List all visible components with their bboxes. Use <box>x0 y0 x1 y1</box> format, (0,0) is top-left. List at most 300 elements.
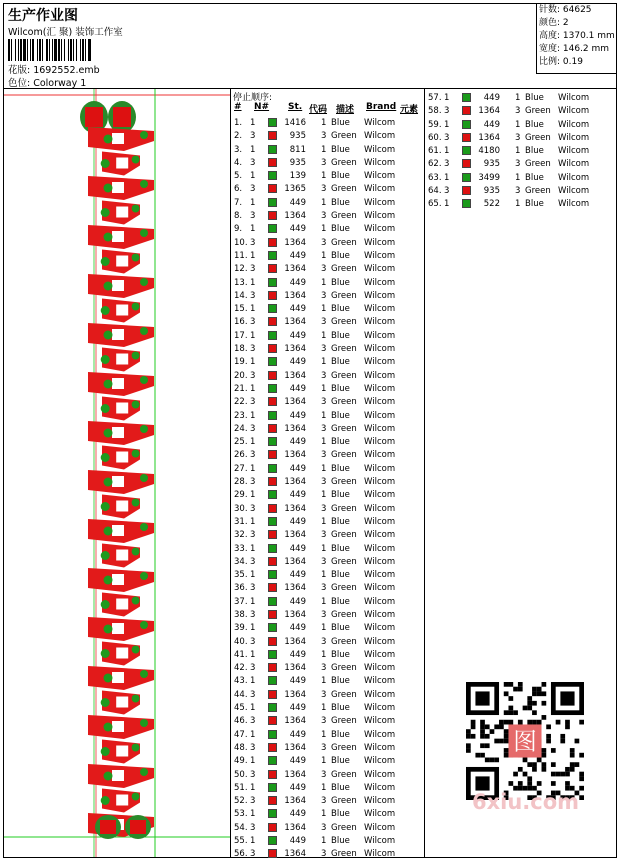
stop-number: 35. <box>234 570 248 581</box>
stop-number: 53. <box>234 809 248 820</box>
color-description: Green <box>331 503 357 514</box>
needle-number: 1 <box>250 809 256 820</box>
stitch-count: 449 <box>289 357 306 368</box>
stitch-count: 935 <box>289 131 306 142</box>
ornament-core <box>100 820 116 834</box>
qr-module <box>480 734 485 739</box>
needle-number: 3 <box>444 159 450 170</box>
needle-number: 1 <box>444 199 450 210</box>
color-code: 1 <box>515 146 521 157</box>
color-swatch <box>268 278 277 287</box>
qr-module <box>579 772 584 777</box>
needle-number: 3 <box>250 716 256 727</box>
qr-module <box>551 781 556 786</box>
pattern-window <box>112 672 124 683</box>
color-description: Blue <box>525 199 544 210</box>
qr-module <box>570 748 575 753</box>
color-swatch <box>268 770 277 779</box>
color-code: 3 <box>321 397 327 408</box>
color-code: 3 <box>321 157 327 168</box>
qr-module <box>537 720 542 725</box>
pattern-window <box>112 476 124 487</box>
color-description: Green <box>331 663 357 674</box>
color-code: 1 <box>321 649 327 660</box>
stat-line: 针数: 64625 <box>539 5 592 15</box>
thread-brand: Wilcom <box>364 131 396 142</box>
pattern-window <box>112 623 124 634</box>
color-code: 1 <box>321 171 327 182</box>
needle-number: 3 <box>250 556 256 567</box>
color-code: 3 <box>321 583 327 594</box>
col-header-brand: Brand <box>366 102 397 112</box>
qr-module <box>579 786 584 791</box>
stop-number: 56. <box>234 849 248 860</box>
stop-number: 23. <box>234 410 248 421</box>
qr-module <box>527 720 532 725</box>
needle-number: 1 <box>444 119 450 130</box>
color-description: Green <box>331 370 357 381</box>
color-description: Green <box>331 397 357 408</box>
qr-module <box>546 724 551 729</box>
color-swatch <box>462 199 471 208</box>
stitch-count: 935 <box>289 157 306 168</box>
qr-module <box>537 687 542 692</box>
color-description: Blue <box>331 144 350 155</box>
stitch-count: 139 <box>289 171 306 182</box>
qr-module <box>499 739 504 744</box>
color-swatch <box>268 610 277 619</box>
needle-number: 1 <box>250 330 256 341</box>
stop-number: 47. <box>234 729 248 740</box>
stitch-count: 811 <box>289 144 306 155</box>
ornament-core <box>113 107 131 127</box>
qr-module <box>560 734 565 739</box>
color-description: Blue <box>331 197 350 208</box>
pattern-clover <box>132 156 140 164</box>
stop-number: 3. <box>234 144 243 155</box>
stop-number: 17. <box>234 330 248 341</box>
color-swatch <box>268 637 277 646</box>
color-swatch <box>268 557 277 566</box>
stitch-count: 449 <box>289 250 306 261</box>
color-code: 3 <box>321 849 327 860</box>
color-description: Blue <box>331 703 350 714</box>
stop-number: 18. <box>234 344 248 355</box>
pattern-clover <box>140 474 148 482</box>
qr-module <box>542 701 547 706</box>
needle-number: 3 <box>250 157 256 168</box>
pattern-window <box>116 697 128 708</box>
color-description: Blue <box>331 304 350 315</box>
thread-brand: Wilcom <box>364 530 396 541</box>
stitch-count: 1364 <box>284 477 306 488</box>
pattern-clover <box>101 257 110 266</box>
pattern-clover <box>140 327 148 335</box>
qr-module <box>485 734 490 739</box>
qr-module <box>532 762 537 767</box>
color-swatch <box>268 224 277 233</box>
stitch-count: 1364 <box>284 716 306 727</box>
thread-brand: Wilcom <box>364 623 396 634</box>
qr-module <box>504 729 509 734</box>
stitch-count: 1364 <box>284 663 306 674</box>
color-swatch <box>268 730 277 739</box>
qr-module <box>542 682 547 687</box>
needle-number: 3 <box>444 132 450 143</box>
qr-module <box>537 758 542 763</box>
stop-number: 14. <box>234 290 248 301</box>
needle-number: 1 <box>250 782 256 793</box>
needle-number: 1 <box>250 224 256 235</box>
stitch-count: 1364 <box>284 530 306 541</box>
stop-number: 44. <box>234 689 248 700</box>
stitch-count: 1364 <box>284 689 306 700</box>
pattern-window <box>116 256 128 267</box>
pattern-window <box>112 182 124 193</box>
stitch-count: 1364 <box>284 503 306 514</box>
stitch-count: 1364 <box>284 211 306 222</box>
pattern-clover <box>140 768 148 776</box>
pattern-window <box>116 158 128 169</box>
stitch-count: 1364 <box>284 742 306 753</box>
pattern-window <box>112 525 124 536</box>
color-code: 1 <box>321 118 327 128</box>
color-swatch <box>462 93 471 102</box>
color-swatch <box>268 371 277 380</box>
color-swatch <box>268 583 277 592</box>
stitch-count: 449 <box>289 516 306 527</box>
pattern-clover <box>104 135 113 144</box>
thread-brand: Wilcom <box>364 250 396 261</box>
color-code: 1 <box>321 570 327 581</box>
pattern-clover <box>101 698 110 707</box>
pattern-window <box>116 354 128 365</box>
color-swatch <box>268 650 277 659</box>
pattern-clover <box>101 404 110 413</box>
needle-number: 3 <box>250 184 256 195</box>
stop-number: 37. <box>234 596 248 607</box>
color-swatch <box>462 120 471 129</box>
pattern-clover <box>140 131 148 139</box>
stop-number: 33. <box>234 543 248 554</box>
qr-module <box>494 758 499 763</box>
color-swatch <box>462 146 471 155</box>
qr-module <box>575 739 580 744</box>
color-description: Blue <box>331 437 350 448</box>
color-code: 1 <box>321 437 327 448</box>
color-code: 1 <box>321 304 327 315</box>
pattern-clover <box>101 208 110 217</box>
needle-number: 1 <box>250 596 256 607</box>
design-preview <box>4 89 231 857</box>
stitch-count: 449 <box>289 304 306 315</box>
header <box>4 4 616 89</box>
stitch-count: 522 <box>483 199 500 210</box>
stop-number: 20. <box>234 370 248 381</box>
color-code: 3 <box>321 742 327 753</box>
qr-module <box>542 691 547 696</box>
color-swatch <box>268 517 277 526</box>
qr-badge-label: 图 <box>513 727 537 756</box>
stop-number: 63. <box>428 172 442 183</box>
thread-brand: Wilcom <box>364 157 396 168</box>
color-code: 1 <box>321 516 327 527</box>
pattern-clover <box>140 425 148 433</box>
stitch-count: 1364 <box>284 769 306 780</box>
pattern-clover <box>132 646 140 654</box>
color-description: Blue <box>331 543 350 554</box>
needle-number: 1 <box>250 383 256 394</box>
stop-number: 64. <box>428 186 442 197</box>
pattern-clover <box>140 523 148 531</box>
pattern-clover <box>132 205 140 213</box>
stitch-count: 449 <box>289 224 306 235</box>
needle-number: 3 <box>250 477 256 488</box>
qr-module <box>537 781 542 786</box>
color-code: 3 <box>321 503 327 514</box>
thread-brand: Wilcom <box>364 809 396 820</box>
color-code: 1 <box>321 703 327 714</box>
stop-sequence-label: 停止顺序: <box>233 93 273 103</box>
qr-module <box>579 753 584 758</box>
thread-brand: Wilcom <box>364 211 396 222</box>
qr-module <box>523 758 528 763</box>
needle-number: 1 <box>250 118 256 128</box>
stitch-count: 935 <box>483 159 500 170</box>
stitch-count: 449 <box>289 623 306 634</box>
thread-brand: Wilcom <box>364 171 396 182</box>
stop-number: 28. <box>234 477 248 488</box>
color-code: 1 <box>321 676 327 687</box>
qr-module <box>490 758 495 763</box>
pattern-clover <box>132 597 140 605</box>
thread-brand: Wilcom <box>364 583 396 594</box>
needle-number: 3 <box>250 742 256 753</box>
color-description: Green <box>331 609 357 620</box>
color-description: Green <box>331 636 357 647</box>
thread-brand: Wilcom <box>364 636 396 647</box>
color-swatch <box>268 623 277 632</box>
stitch-count: 1364 <box>284 397 306 408</box>
qr-module <box>565 767 570 772</box>
color-code: 1 <box>321 463 327 474</box>
color-code: 3 <box>321 477 327 488</box>
thread-brand: Wilcom <box>364 277 396 288</box>
color-swatch <box>268 450 277 459</box>
color-swatch <box>268 756 277 765</box>
thread-brand: Wilcom <box>558 119 590 130</box>
qr-module <box>475 753 480 758</box>
color-swatch <box>268 304 277 313</box>
needle-number: 3 <box>250 583 256 594</box>
qr-module <box>527 696 532 701</box>
color-description: Blue <box>331 357 350 368</box>
color-swatch <box>268 184 277 193</box>
needle-number: 1 <box>250 570 256 581</box>
qr-finder-center <box>475 776 489 790</box>
color-description: Blue <box>331 330 350 341</box>
color-description: Blue <box>331 729 350 740</box>
color-code: 3 <box>321 636 327 647</box>
stitch-count: 449 <box>483 119 500 130</box>
thread-brand: Wilcom <box>364 317 396 328</box>
qr-module <box>551 748 556 753</box>
stat-line: 宽度: 146.2 mm <box>539 44 610 54</box>
color-swatch <box>268 530 277 539</box>
color-swatch <box>268 344 277 353</box>
needle-number: 3 <box>250 849 256 860</box>
qr-module <box>504 710 509 715</box>
needle-number: 1 <box>250 197 256 208</box>
qr-module <box>471 724 476 729</box>
pattern-clover <box>132 303 140 311</box>
stop-number: 39. <box>234 623 248 634</box>
stop-number: 2. <box>234 131 243 142</box>
pattern-window <box>112 721 124 732</box>
color-code: 3 <box>321 290 327 301</box>
color-description: Blue <box>331 277 350 288</box>
color-description: Blue <box>331 596 350 607</box>
color-code: 3 <box>321 131 327 142</box>
qr-module <box>527 781 532 786</box>
stitch-count: 449 <box>289 596 306 607</box>
needle-number: 3 <box>250 636 256 647</box>
stitch-count: 1364 <box>284 583 306 594</box>
pattern-clover <box>140 621 148 629</box>
qr-module <box>471 734 476 739</box>
qr-module <box>494 724 499 729</box>
stitch-count: 1364 <box>478 106 500 117</box>
pattern-clover <box>132 254 140 262</box>
thread-brand: Wilcom <box>364 836 396 847</box>
color-code: 3 <box>321 556 327 567</box>
stat-line: 高度: 1370.1 mm <box>539 31 615 41</box>
qr-module <box>532 701 537 706</box>
stop-number: 42. <box>234 663 248 674</box>
qr-module <box>570 767 575 772</box>
stitch-count: 1364 <box>284 849 306 860</box>
stitch-count: 449 <box>289 782 306 793</box>
qr-module <box>527 762 532 767</box>
pattern-clover <box>101 600 110 609</box>
color-code: 3 <box>321 264 327 275</box>
stop-number: 34. <box>234 556 248 567</box>
color-description: Green <box>331 317 357 328</box>
color-code: 1 <box>515 93 521 103</box>
color-description: Green <box>331 742 357 753</box>
color-description: Green <box>331 849 357 860</box>
color-description: Green <box>331 211 357 222</box>
color-code: 3 <box>321 822 327 833</box>
qr-module <box>485 758 490 763</box>
color-description: Blue <box>331 756 350 767</box>
needle-number: 3 <box>250 796 256 807</box>
color-swatch <box>268 464 277 473</box>
qr-module <box>542 748 547 753</box>
pattern-window <box>112 231 124 242</box>
thread-brand: Wilcom <box>558 159 590 170</box>
color-description: Blue <box>525 172 544 183</box>
stop-number: 31. <box>234 516 248 527</box>
thread-brand: Wilcom <box>364 304 396 315</box>
color-swatch <box>268 357 277 366</box>
thread-brand: Wilcom <box>364 357 396 368</box>
production-worksheet <box>3 3 617 858</box>
thread-brand: Wilcom <box>364 437 396 448</box>
needle-number: 1 <box>250 703 256 714</box>
pattern-clover <box>132 401 140 409</box>
needle-number: 1 <box>250 144 256 155</box>
thread-brand: Wilcom <box>364 849 396 860</box>
color-code: 3 <box>321 211 327 222</box>
needle-number: 3 <box>250 423 256 434</box>
color-code: 1 <box>321 410 327 421</box>
color-code: 1 <box>321 596 327 607</box>
stop-number: 52. <box>234 796 248 807</box>
stop-number: 7. <box>234 197 243 208</box>
qr-module <box>485 743 490 748</box>
color-description: Green <box>331 184 357 195</box>
color-swatch <box>268 145 277 154</box>
color-code: 1 <box>321 144 327 155</box>
needle-number: 3 <box>250 503 256 514</box>
thread-brand: Wilcom <box>558 106 590 117</box>
needle-number: 1 <box>444 93 450 103</box>
color-swatch <box>268 171 277 180</box>
thread-brand: Wilcom <box>364 290 396 301</box>
needle-number: 1 <box>250 676 256 687</box>
stop-number: 48. <box>234 742 248 753</box>
color-swatch <box>268 597 277 606</box>
needle-number: 1 <box>250 756 256 767</box>
pattern-clover <box>104 576 113 585</box>
color-description: Green <box>331 477 357 488</box>
color-description: Green <box>331 290 357 301</box>
col-header-num: # <box>234 102 242 112</box>
thread-brand: Wilcom <box>364 663 396 674</box>
thread-brand: Wilcom <box>558 172 590 183</box>
qr-module <box>575 762 580 767</box>
pattern-clover <box>132 352 140 360</box>
qr-module <box>537 691 542 696</box>
thread-brand: Wilcom <box>364 769 396 780</box>
color-swatch <box>268 477 277 486</box>
thread-brand: Wilcom <box>364 144 396 155</box>
color-code: 3 <box>515 186 521 197</box>
needle-number: 1 <box>444 172 450 183</box>
needle-number: 3 <box>250 397 256 408</box>
page-title: 生产作业图 <box>8 8 78 24</box>
stop-number: 29. <box>234 490 248 501</box>
color-swatch <box>268 291 277 300</box>
qr-module <box>560 739 565 744</box>
needle-number: 1 <box>250 357 256 368</box>
pattern-window <box>112 329 124 340</box>
color-description: Blue <box>331 676 350 687</box>
thread-brand: Wilcom <box>364 742 396 753</box>
color-swatch <box>268 437 277 446</box>
qr-code <box>466 682 584 800</box>
qr-module <box>565 720 570 725</box>
thread-brand: Wilcom <box>364 197 396 208</box>
pattern-clover <box>132 744 140 752</box>
color-description: Blue <box>331 224 350 235</box>
stitch-count: 4180 <box>478 146 500 157</box>
color-description: Green <box>331 689 357 700</box>
qr-module <box>560 772 565 777</box>
stop-number: 8. <box>234 211 243 222</box>
needle-number: 3 <box>250 530 256 541</box>
